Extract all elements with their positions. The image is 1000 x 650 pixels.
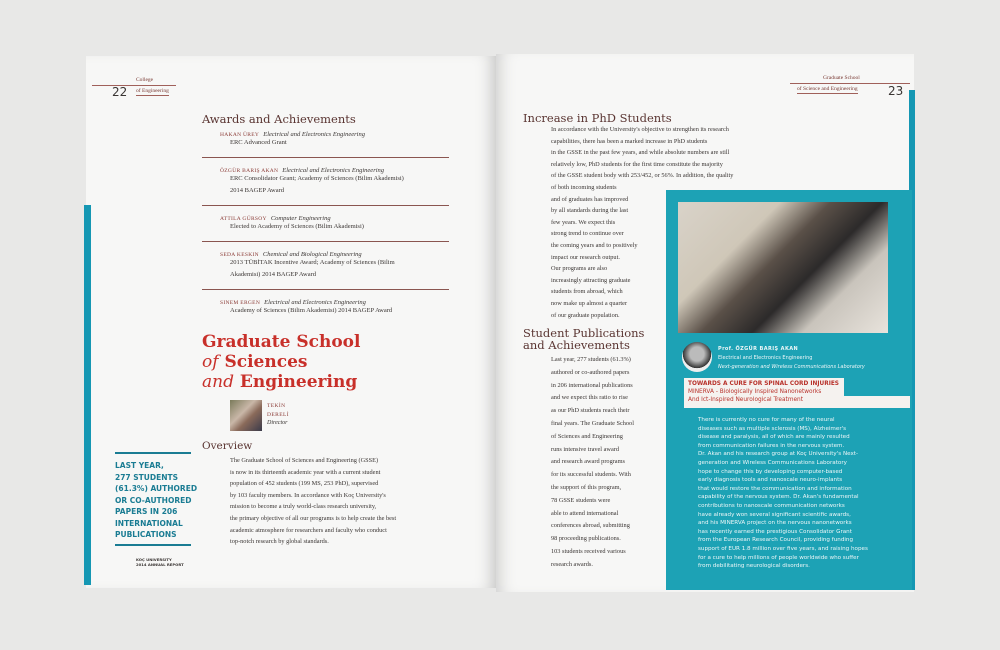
text-line: runs intensive travel award	[551, 445, 620, 453]
pull-quote	[115, 460, 197, 541]
award-recipient: ATTILA GÜRSOY	[220, 216, 267, 222]
text-line: conferences abroad, submitting	[551, 522, 630, 530]
text-line: authored or co-authored papers	[551, 368, 630, 376]
award-department: Electrical and Electronics Engineering	[264, 299, 366, 306]
publications-text	[551, 354, 634, 572]
feature-text	[698, 416, 868, 571]
text-line: Our programs are also	[551, 265, 608, 273]
text-line: Dr. Akan and his research group at Koç University's Next-	[698, 451, 859, 458]
section-label: Graduate School	[823, 75, 860, 81]
text-line: 277 STUDENTS	[115, 472, 179, 482]
text-line: for its successful students. With	[551, 471, 631, 479]
text-line: from the European Research Council, providing funding	[698, 537, 854, 544]
text-line: have already won several significant scientific awards,	[698, 511, 851, 518]
award-detail: ERC Consolidator Grant; Academy of Sciences (Bilim Akademisi)	[230, 175, 404, 182]
award-recipient: SEDA KESKIN	[220, 252, 259, 258]
text-line: OR CO-AUTHORED	[115, 495, 192, 505]
award-detail: 2014 BAGEP Award	[230, 187, 285, 194]
text-line: as our PhD students reach their	[551, 407, 630, 415]
text-line: and research award programs	[551, 458, 625, 466]
heading-line: and Achievements	[523, 338, 630, 352]
feature-subtitle: And Ict-Inspired Neurological Treatment	[688, 397, 803, 403]
text-line: and his MINERVA project on the nervous nanonetworks	[698, 520, 852, 527]
divider	[202, 241, 449, 242]
text-line: 98 proceeding publications.	[551, 535, 621, 543]
text-line: of the GSSE student body with 253/452, or 56%. In addition, the quality	[551, 172, 734, 180]
award-recipient: SINEM ERGEN	[220, 300, 261, 306]
awards-heading: Awards and Achievements	[202, 112, 356, 126]
divider	[202, 157, 449, 158]
text-line: disease and paralysis, all of which are mainly resulted	[698, 434, 850, 441]
text-line: 78 GSSE students were	[551, 496, 611, 504]
award-department: Electrical and Electronics Engineering	[282, 167, 385, 174]
section-label: of Science and Engineering	[797, 86, 858, 92]
text-line: of our graduate population.	[551, 311, 620, 319]
heading-line: Student Publications	[523, 326, 645, 340]
director-role: Director	[267, 420, 288, 426]
professor-lab: Next-generation and Wireless Communications Laboratory	[718, 364, 865, 370]
award-detail: Elected to Academy of Sciences (Bilim Akademisi)	[230, 223, 364, 230]
text-line: capability of the nervous system. Dr. Akan's fundamental	[698, 494, 859, 501]
footer	[136, 557, 184, 567]
page-number: 23	[888, 84, 904, 98]
text-line: of Sciences and Engineering	[551, 432, 623, 440]
feature-title-text: TOWARDS A CURE FOR SPINAL CORD INJURIES	[688, 381, 839, 387]
footer-line: KOÇ UNIVERSITY	[136, 557, 172, 562]
award-detail: Akademisi) 2014 BAGEP Award	[230, 271, 317, 278]
feature-subtitle: MINERVA - Biologically Inspired Nanonetworks	[688, 389, 822, 395]
text-line: LAST YEAR,	[115, 461, 164, 470]
director-first-name: TEKİN	[267, 403, 286, 409]
text-line: able to attend international	[551, 509, 619, 517]
overview-text	[230, 455, 396, 548]
page-number: 22	[112, 85, 128, 99]
director-last-name: DERELİ	[267, 411, 289, 418]
text-line: Last year, 277 students (61.3%)	[551, 356, 631, 363]
title-line: Engineering	[239, 372, 358, 392]
text-line: early diagnosis tools and nanoscale neuro-implants	[698, 477, 843, 484]
text-line: of both incoming students	[551, 183, 617, 191]
lab-photo	[678, 202, 888, 333]
text-line: has recently earned the prestigious Consolidator Grant	[698, 528, 852, 535]
text-line: and we expect this ratio to rise	[551, 394, 628, 402]
text-line: in 206 international publications	[551, 381, 633, 389]
text-line: capabilities, there has been a marked increase in PhD students	[551, 137, 708, 145]
text-line: population of 452 students (199 MS, 253 PhD), supervised	[230, 480, 379, 488]
divider	[115, 544, 191, 546]
text-line: generation and Wireless Communications Laboratory	[698, 459, 847, 466]
publications-heading	[523, 327, 644, 351]
section-label: College	[136, 77, 154, 83]
text-line: There is currently no cure for many of the neural	[698, 417, 835, 423]
text-line: for a cure to help millions of people worldwide who suffer	[698, 554, 859, 561]
header-rule	[92, 85, 176, 86]
text-line: few years. We expect this	[551, 218, 616, 226]
text-line: students from abroad, which	[551, 288, 623, 296]
text-line: academic atmosphere for researchers and faculty who conduct	[230, 526, 387, 534]
phd-heading: Increase in PhD Students	[523, 111, 672, 125]
director-info	[267, 402, 289, 428]
award-detail: 2013 TÜBİTAK Incentive Award; Academy of Sciences (Bilim	[230, 259, 395, 266]
award-detail: Academy of Sciences (Bilim Akademisi) 2014 BAGEP Award	[230, 307, 393, 314]
footer-line: 2014 ANNUAL REPORT	[136, 562, 184, 567]
professor-info	[718, 345, 865, 372]
award-recipient: ÖZGÜR BARIŞ AKAN	[220, 168, 279, 174]
text-line: PAPERS IN 206	[115, 507, 178, 516]
text-line: mission to become a truly world-class research university,	[230, 503, 377, 511]
left-page-teal-edge	[84, 205, 91, 585]
award-detail: ERC Advanced Grant	[230, 139, 287, 146]
section-label: of Engineering	[136, 88, 169, 94]
professor-name: Prof. ÖZGÜR BARIŞ AKAN	[718, 346, 799, 352]
text-line: and of graduates has improved	[551, 195, 629, 203]
professor-avatar	[682, 342, 712, 372]
overview-heading: Overview	[202, 440, 253, 452]
title-line: Graduate School	[202, 332, 361, 352]
text-line: PUBLICATIONS	[115, 530, 177, 539]
text-line: in the GSSE in the past few years, and while absolute numbers are still	[551, 149, 730, 157]
text-line: increasingly attracting graduate	[551, 276, 631, 284]
text-line: the support of this program,	[551, 483, 622, 491]
text-line: 103 students received various	[551, 547, 626, 555]
divider	[202, 289, 449, 290]
text-line: diseases such as multiple sclerosis (MS), Alzheimer's	[698, 425, 847, 432]
text-line: from debilitating neurological disorders.	[698, 563, 810, 570]
title-line: and	[202, 372, 234, 392]
text-line: The Graduate School of Sciences and Engineering (GSSE)	[230, 457, 379, 464]
text-line: by 103 faculty members. In accordance with Koç University's	[230, 491, 386, 499]
text-line: support of EUR 1.8 million over five years, and raising hopes	[698, 545, 868, 552]
divider	[202, 205, 449, 206]
page-title	[202, 332, 360, 392]
text-line: (61.3%) AUTHORED	[115, 484, 198, 493]
text-line: the primary objective of all our programs is to help create the best	[230, 514, 397, 522]
text-line: INTERNATIONAL	[115, 518, 183, 528]
award-department: Computer Engineering	[270, 215, 331, 222]
text-line: relatively low, PhD students for the first time constitute the majority	[551, 160, 723, 168]
text-line: final years. The Graduate School	[551, 419, 634, 427]
text-line: research awards.	[551, 560, 593, 568]
award-department: Chemical and Biological Engineering	[262, 251, 362, 258]
title-line: Sciences	[224, 352, 308, 372]
text-line: from communication failures in the nervous system.	[698, 442, 845, 449]
feature-title	[688, 380, 839, 404]
title-line: of	[202, 352, 219, 372]
text-line: by all standards during the last	[551, 207, 629, 215]
award-recipient: HAKAN ÜREY	[220, 132, 260, 138]
director-photo	[230, 400, 262, 431]
text-line: now make up almost a quarter	[551, 299, 628, 307]
text-line: top-notch research by global standards.	[230, 538, 329, 546]
professor-dept: Electrical and Electronics Engineering	[718, 355, 813, 361]
text-line: is now in its thirteenth academic year with a current student	[230, 468, 381, 476]
text-line: strong trend to continue over	[551, 230, 624, 238]
divider	[115, 452, 191, 454]
text-line: the coming years and to positively	[551, 241, 638, 249]
text-line: impact our research output.	[551, 253, 620, 261]
text-line: that would restore the communication and information	[698, 485, 852, 492]
text-line: contributions to nanoscale communication networks	[698, 502, 845, 509]
award-department: Electrical and Electronics Engineering	[263, 131, 365, 138]
text-line: hope to change this by developing computer-based	[698, 468, 843, 475]
text-line: In accordance with the University's objective to strengthen its research	[551, 126, 729, 133]
